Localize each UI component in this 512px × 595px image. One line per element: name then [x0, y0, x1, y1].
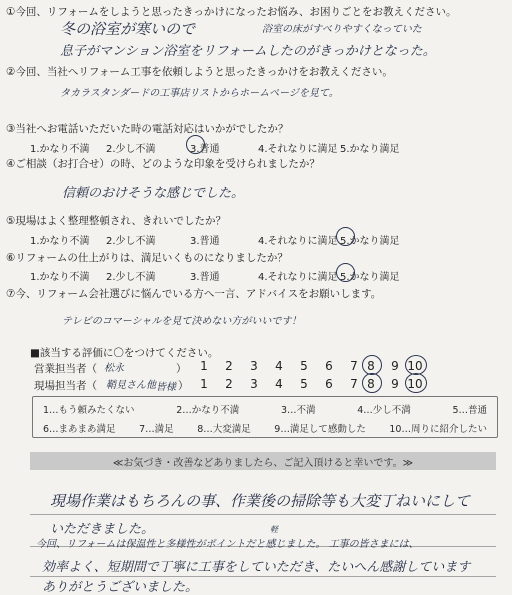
legend-item-2: 2…かなり不満	[176, 405, 240, 416]
site-score-10: 10	[407, 377, 423, 391]
q6-option-2: 2.少し不満	[106, 272, 156, 283]
sales-score-5: 5	[300, 359, 308, 373]
legend-row-1	[33, 402, 497, 416]
legend-item-4: 4…少し不満	[357, 405, 411, 416]
question-7-label: ⑦今、リフォーム会社選びに悩んでいる方へ一言、アドバイスをお願いします。	[6, 288, 382, 300]
q3-option-5: 5.かなり満足	[340, 144, 400, 155]
sales-score-9: 9	[391, 359, 399, 373]
sales-score-6: 6	[325, 359, 333, 373]
q6-option-1: 1.かなり不満	[30, 272, 90, 283]
legend-item-3: 3…不満	[280, 405, 316, 416]
q3-option-2: 2.少し不満	[106, 144, 156, 155]
sales-score-10: 10	[407, 359, 423, 373]
comment-line-1: 現場作業はもちろんの事、作業後の掃除等も大変丁ねいにして	[50, 492, 471, 510]
site-score-8: 8	[367, 377, 375, 391]
sales-score-4: 4	[275, 359, 283, 373]
site-score-6: 6	[325, 377, 333, 391]
question-4-label: ④ご相談（お打合せ）の時、どのような印象を受けられましたか？	[6, 158, 320, 170]
legend-item-5: 5…普通	[452, 405, 487, 416]
site-score-9: 9	[391, 377, 399, 391]
q5-option-3: 3.普通	[190, 236, 220, 247]
question-3-label: ③当社へお電話いただいた時の電話対応はいかがでしたか？	[6, 123, 289, 135]
rating-legend	[32, 396, 498, 438]
sales-score-2: 2	[225, 359, 233, 373]
legend-item-9: 9…満足して感動した	[274, 424, 366, 435]
sales-rep-name: 松永	[104, 363, 124, 374]
sales-rep-close: ）	[176, 363, 187, 375]
question-1-answer-a: 冬の浴室が寒いので	[60, 20, 196, 38]
question-7-answer: テレビのコマーシャルを見て決めない方がいいです！	[62, 316, 302, 327]
question-2-answer: タカラスタンダードの工事店リストからホームページを見て。	[60, 88, 339, 99]
site-rep-close: ）	[178, 380, 189, 392]
site-score-3: 3	[250, 377, 258, 391]
question-1-answer-b: 浴室の床がすべりやすくなっていた	[262, 24, 422, 35]
comment-line-5: ありがとうございました。	[42, 580, 199, 595]
sales-score-3: 3	[250, 359, 258, 373]
legend-item-10: 10…周りに紹介したい	[389, 424, 487, 435]
question-4-answer: 信頼のおけそうな感じでした。	[62, 186, 245, 201]
comment-rule-1	[30, 514, 496, 515]
q5-option-4: 4.それなりに満足	[258, 236, 338, 247]
site-rep-suffix: 皆様	[156, 382, 176, 393]
legend-item-1: 1…もう頼みたくない	[43, 405, 135, 416]
sales-score-8: 8	[367, 359, 375, 373]
site-rep-label: 現場担当者（	[34, 380, 97, 392]
q5-option-5: 5.かなり満足	[340, 236, 400, 247]
q6-option-5: 5.かなり満足	[340, 272, 400, 283]
q6-option-4: 4.それなりに満足	[258, 272, 338, 283]
comment-correction-note: 軽	[270, 525, 278, 534]
comments-banner: ≪お気づき・改善などありましたら、ご記入頂けると幸いです。≫	[30, 452, 496, 470]
site-rep-name: 鞘見さん他	[106, 380, 156, 391]
q3-option-1: 1.かなり不満	[30, 144, 90, 155]
comment-line-3: 今回、リフォームは保温性と多様性がポイントだと感じました。 工事の皆さまには、	[36, 539, 419, 550]
rating-heading: ■該当する評価に〇をつけてください。	[30, 347, 219, 359]
site-score-4: 4	[275, 377, 283, 391]
q6-option-3: 3.普通	[190, 272, 220, 283]
question-1-label: ①今回、リフォームをしようと思ったきっかけになったお悩み、お困りごとをお教えください。	[6, 6, 457, 18]
q3-option-4: 4.それなりに満足	[258, 144, 338, 155]
question-1-answer-c: 息子がマンション浴室をリフォームしたのがきっかけとなった。	[60, 44, 436, 59]
question-5-label: ⑤現場はよく整理整頓され、きれいでしたか？	[6, 215, 227, 227]
site-score-1: 1	[200, 377, 208, 391]
comment-line-4: 効率よく、短期間で丁寧に工事をしていただき、たいへん感謝しています	[42, 560, 471, 575]
site-score-2: 2	[225, 377, 233, 391]
question-6-label: ⑥リフォームの仕上がりは、満足いくものになりましたか？	[6, 252, 288, 264]
sales-rep-label: 営業担当者（	[34, 363, 97, 375]
sales-score-1: 1	[200, 359, 208, 373]
comment-line-2: いただきました。	[50, 522, 155, 537]
site-score-7: 7	[350, 377, 358, 391]
q5-option-1: 1.かなり不満	[30, 236, 90, 247]
legend-item-8: 8…大変満足	[197, 424, 251, 435]
sales-score-7: 7	[350, 359, 358, 373]
question-2-label: ②今回、当社へリフォーム工事を依頼しようと思ったきっかけをお教えください。	[6, 66, 393, 78]
q5-option-2: 2.少し不満	[106, 236, 156, 247]
legend-item-6: 6…まあまあ満足	[43, 424, 116, 435]
legend-item-7: 7…満足	[139, 424, 174, 435]
q3-option-3: 3.普通	[190, 144, 220, 155]
legend-row-2	[33, 421, 497, 435]
site-score-5: 5	[300, 377, 308, 391]
